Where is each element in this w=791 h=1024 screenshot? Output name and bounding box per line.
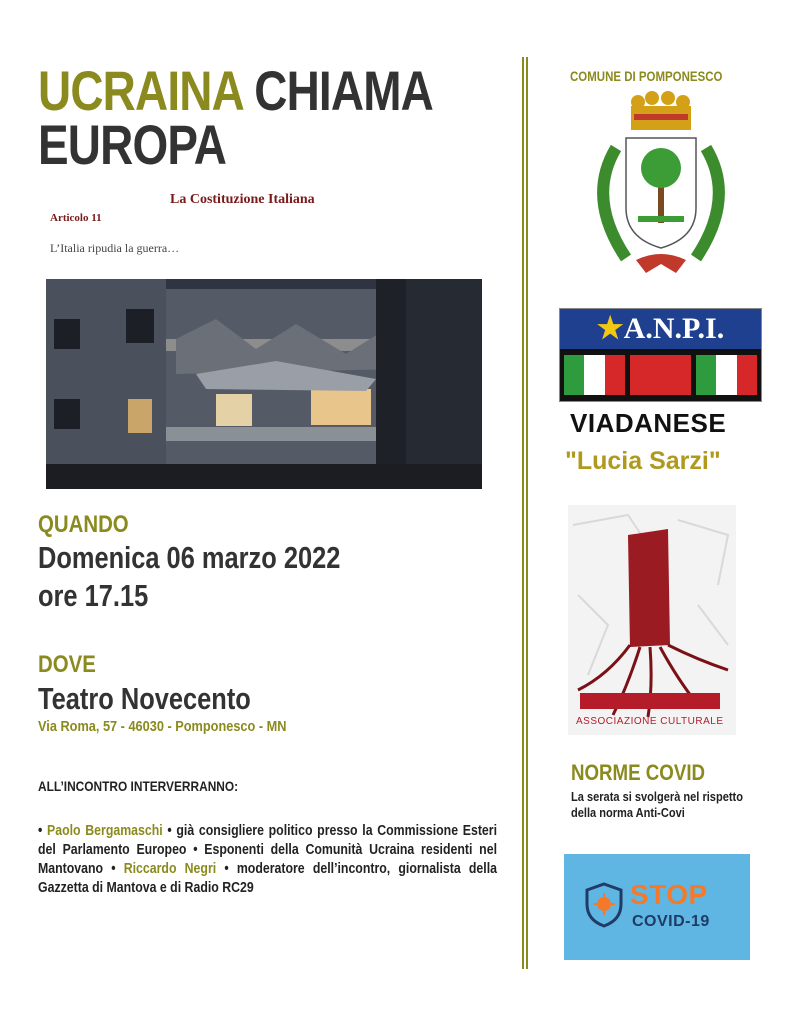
- stop-text: STOP: [630, 879, 708, 910]
- constitution-article: Articolo 11: [50, 212, 102, 224]
- title-accent: UCRAINA: [38, 59, 243, 122]
- page-title: [38, 59, 433, 176]
- speakers-heading: ALL’INCONTRO INTERVERRANNO:: [38, 778, 239, 794]
- constitution-heading: La Costituzione Italiana: [170, 192, 315, 207]
- speaker-text-2: • moderatore dell’incontro, giornalista della Gazzetta di Mantova e di Radio RC29: [38, 861, 497, 896]
- italian-flags: [560, 349, 761, 401]
- italian-flag-icon: [696, 355, 757, 395]
- anpi-text: A.N.P.I.: [623, 312, 725, 345]
- association-name-banner: [580, 693, 720, 709]
- anpi-dedication: "Lucia Sarzi": [565, 447, 721, 475]
- anpi-banner: [560, 309, 761, 349]
- anpi-logo: [559, 308, 762, 402]
- venue-name: Teatro Novecento: [38, 681, 251, 716]
- italian-flag-icon: [630, 355, 691, 395]
- when-label: QUANDO: [38, 511, 129, 538]
- event-time: ore 17.15: [38, 578, 149, 613]
- column-divider: [522, 57, 528, 969]
- comune-coat-of-arms: [586, 88, 736, 284]
- venue-address: Via Roma, 57 - 46030 - Pomponesco - MN: [38, 718, 287, 735]
- war-damaged-building-photo: [46, 279, 482, 489]
- title-line2: EUROPA: [38, 113, 227, 176]
- star-icon: ★: [596, 312, 624, 345]
- speaker-name-1: Paolo Bergamaschi: [47, 823, 163, 839]
- italian-flag-icon: [564, 355, 625, 395]
- association-subtitle: ASSOCIAZIONE CULTURALE: [576, 716, 724, 727]
- speaker-text-1: • già consigliere politico presso la Commissione Esteri del Parlamento Europeo • Esponenti della Comunità Ucraina residenti nel Mantovano •: [38, 823, 498, 877]
- covid-19-text: COVID-19: [632, 913, 710, 930]
- anpi-section-name: VIADANESE: [570, 408, 727, 438]
- virus-shield-icon: [584, 882, 624, 928]
- constitution-text: L’Italia ripudia la guerra…: [50, 241, 180, 255]
- speakers-list: [38, 822, 497, 898]
- speaker-name-2: Riccardo Negri: [123, 861, 217, 877]
- covid-rules-heading: NORME COVID: [571, 760, 706, 785]
- where-label: DOVE: [38, 651, 96, 678]
- title-line1-rest: CHIAMA: [254, 59, 433, 122]
- comune-title: COMUNE DI POMPONESCO: [570, 68, 723, 84]
- bullet: •: [38, 823, 43, 839]
- event-date: Domenica 06 marzo 2022: [38, 540, 341, 575]
- covid-rules-text: La serata si svolgerà nel rispetto della norma Anti-Covi: [571, 789, 743, 820]
